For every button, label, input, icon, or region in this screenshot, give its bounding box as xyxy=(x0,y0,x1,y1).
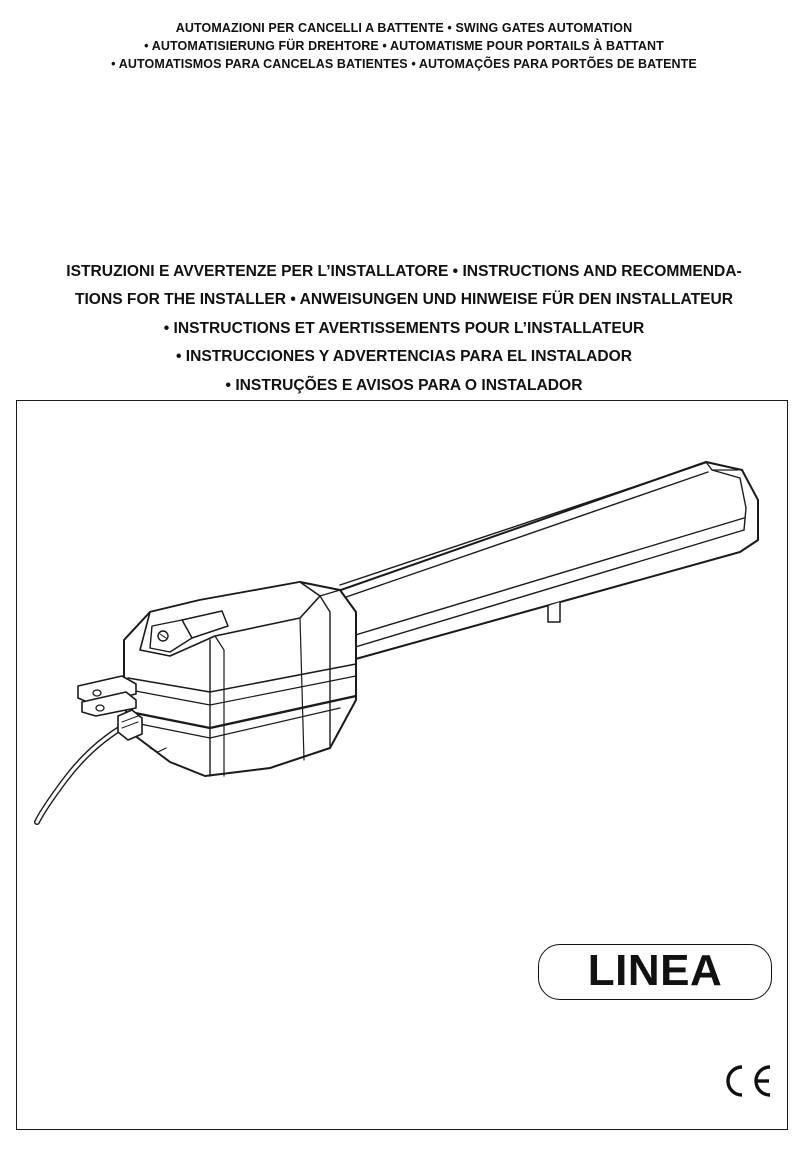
document-title xyxy=(0,258,808,400)
header-line: • AUTOMATISIERUNG FÜR DREHTORE • AUTOMATISME POUR PORTAILS À BATTANT xyxy=(144,39,664,53)
title-line: • INSTRUCCIONES Y ADVERTENCIAS PARA EL INSTALADOR xyxy=(176,348,632,366)
title-line: ISTRUZIONI E AVVERTENZE PER L’INSTALLATORE • INSTRUCTIONS AND RECOMMENDA- xyxy=(66,263,742,280)
header-line: AUTOMAZIONI PER CANCELLI A BATTENTE • SWING GATES AUTOMATION xyxy=(175,21,633,35)
product-name-badge: LINEA xyxy=(538,944,772,1000)
title-line: • INSTRUÇÕES E AVISOS PARA O INSTALADOR xyxy=(225,376,583,394)
header-line: • AUTOMATISMOS PARA CANCELAS BATIENTES • AUTOMAÇÕES PARA PORTÕES DE BATENTE xyxy=(111,57,697,71)
title-line: TIONS FOR THE INSTALLER • ANWEISUNGEN UND HINWEISE FÜR DEN INSTALLATEUR xyxy=(74,291,734,309)
ce-mark-logo xyxy=(720,1063,772,1099)
title-line: • INSTRUCTIONS ET AVERTISSEMENTS POUR L’INSTALLATEUR xyxy=(163,319,645,337)
subtitle-header xyxy=(0,19,808,73)
gate-actuator-illustration xyxy=(17,401,787,1129)
